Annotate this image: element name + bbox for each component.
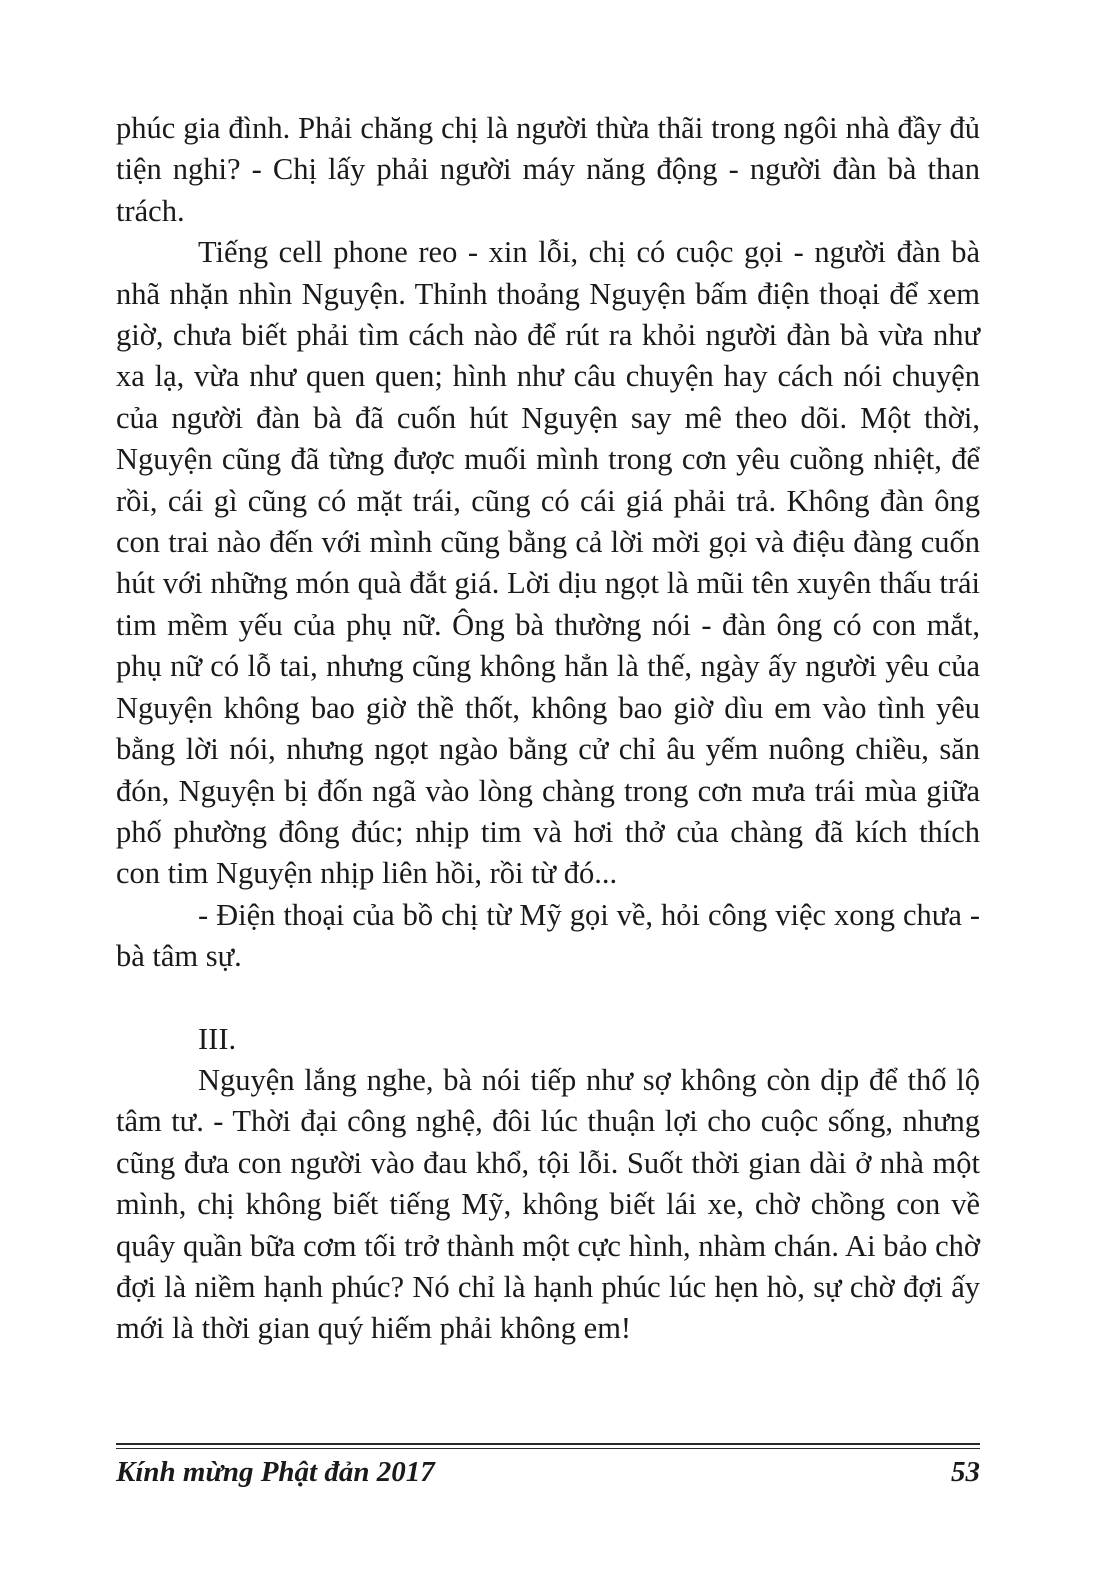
paragraph-dialogue: - Điện thoại của bồ chị từ Mỹ gọi về, hỏi công việc xong chưa - bà tâm sự. [116,897,980,974]
page-body [116,108,980,1350]
page-footer [116,1456,980,1489]
paragraph: Nguyện lắng nghe, bà nói tiếp như sợ không còn dịp để thố lộ tâm tư. - Thời đại công nghệ, đôi lúc thuận lợi cho cuộc sống, nhưng cũng đưa con người vào đau khổ, tội lỗi. Suốt thời gian dài ở nhà một mình, chị không biết tiếng Mỹ, không biết lái xe, chờ chồng con về quây quần bữa cơm tối trở thành một cực hình, nhàm chán. Ai bảo chờ đợi là niềm hạnh phúc? Nó chỉ là hạnh phúc lúc hẹn hò, sự chờ đợi ấy mới là thời gian quý hiếm phải không em! [116,1062,980,1346]
paragraph-continued: phúc gia đình. Phải chăng chị là người thừa thãi trong ngôi nhà đầy đủ tiện nghi? - Chị lấy phải người máy năng động - người đàn bà than trách. [116,111,980,228]
paragraph: Tiếng cell phone reo - xin lỗi, chị có cuộc gọi - người đàn bà nhã nhặn nhìn Nguyện. Thỉnh thoảng Nguyện bấm điện thoại để xem giờ, chưa biết phải tìm cách nào để rút ra khỏi người đàn bà vừa như xa lạ, vừa như quen quen; hình như câu chuyện hay cách nói chuyện của người đàn bà đã cuốn hút Nguyện say mê theo dõi. Một thời, Nguyện cũng đã từng được muối mình trong cơn yêu cuồng nhiệt, để rồi, cái gì cũng có mặt trái, cũng có cái giá phải trả. Không đàn ông con trai nào đến với mình cũng bằng cả lời mời gọi và điệu đàng cuốn hút với những món quà đắt giá. Lời dịu ngọt là mũi tên xuyên thấu trái tim mềm yếu của phụ nữ. Ông bà thường nói - đàn ông có con mắt, phụ nữ có lỗ tai, nhưng cũng không hẳn là thế, ngày ấy người yêu của Nguyện không bao giờ thề thốt, không bao giờ dìu em vào tình yêu bằng lời nói, nhưng ngọt ngào bằng cử chỉ âu yếm nuông chiều, săn đón, Nguyện bị đốn ngã vào lòng chàng trong cơn mưa trái mùa giữa phố phường đông đúc; nhịp tim và hơi thở của chàng đã kích thích con tim Nguyện nhịp liên hồi, rồi từ đó... [116,235,980,891]
section-heading: III. [198,1021,237,1056]
footer-title: Kính mừng Phật đản 2017 [116,1456,435,1488]
page-number: 53 [951,1456,980,1488]
footer-divider [116,1443,980,1449]
